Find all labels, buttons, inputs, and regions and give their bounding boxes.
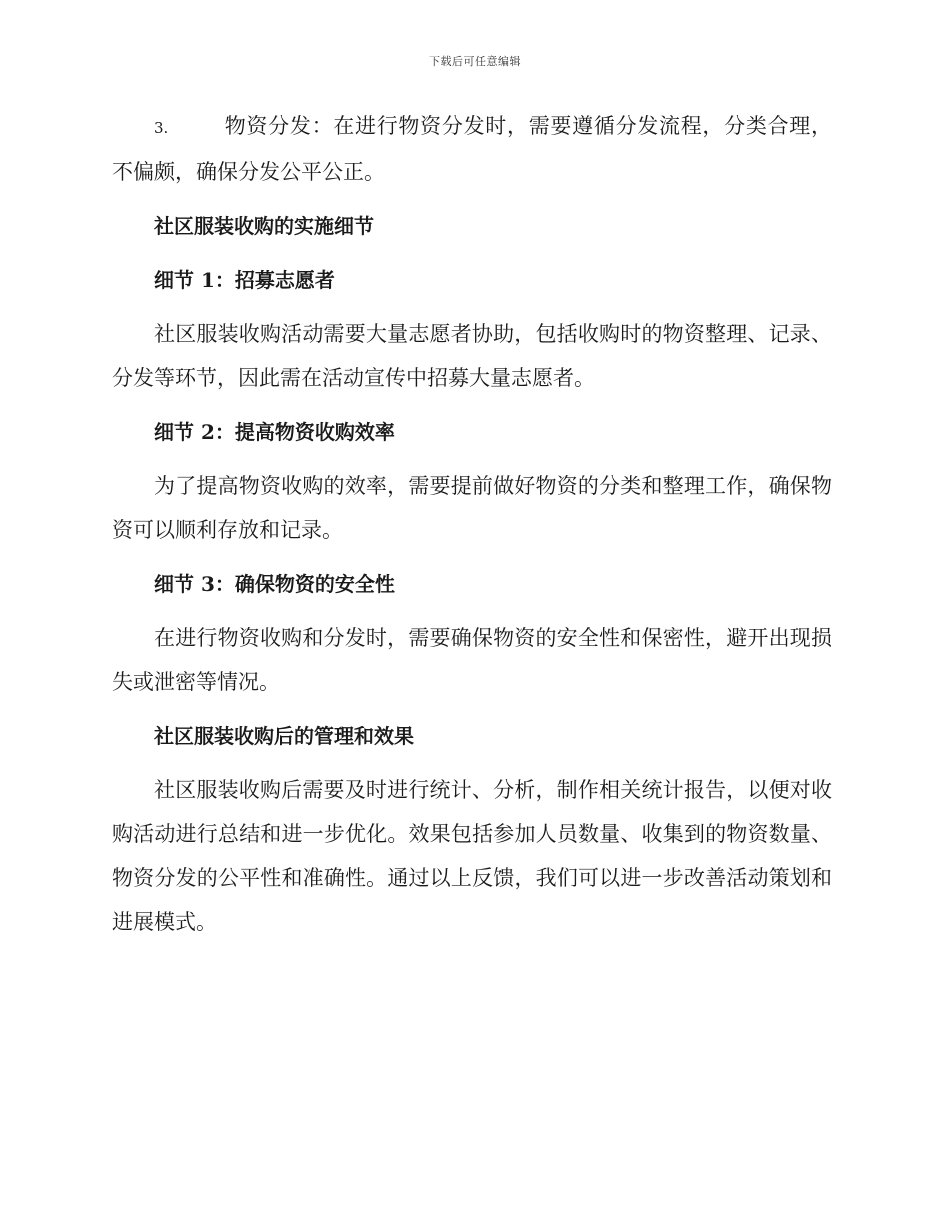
detail-heading-2: 细节 2：提高物资收购效率 bbox=[154, 420, 395, 444]
list-item-number: 3. bbox=[154, 119, 169, 137]
list-item-3 bbox=[112, 104, 832, 194]
document-body bbox=[112, 104, 832, 944]
section-paragraph-management: 社区服装收购后需要及时进行统计、分析，制作相关统计报告，以便对收购活动进行总结和进一步优化。效果包括参加人员数量、收集到的物资数量、物资分发的公平性和准确性。通过以上反馈，我们可以进一步改善活动策划和进展模式。 bbox=[112, 778, 832, 934]
list-item-text: 物资分发：在进行物资分发时，需要遵循分发流程，分类合理，不偏颇，确保分发公平公正。 bbox=[112, 114, 832, 184]
section-heading-implementation: 社区服装收购的实施细节 bbox=[154, 214, 374, 238]
page-header: 下载后可任意编辑 bbox=[429, 55, 521, 68]
detail-heading-3: 细节 3：确保物资的安全性 bbox=[154, 572, 395, 596]
detail-heading-1: 细节 1：招募志愿者 bbox=[154, 268, 335, 292]
detail-paragraph-2: 为了提高物资收购的效率，需要提前做好物资的分类和整理工作，确保物资可以顺利存放和记录。 bbox=[112, 474, 832, 542]
detail-paragraph-3: 在进行物资收购和分发时，需要确保物资的安全性和保密性，避开出现损失或泄密等情况。 bbox=[112, 626, 832, 694]
detail-paragraph-1: 社区服装收购活动需要大量志愿者协助，包括收购时的物资整理、记录、分发等环节，因此需在活动宣传中招募大量志愿者。 bbox=[112, 322, 832, 390]
section-heading-management: 社区服装收购后的管理和效果 bbox=[154, 724, 414, 748]
